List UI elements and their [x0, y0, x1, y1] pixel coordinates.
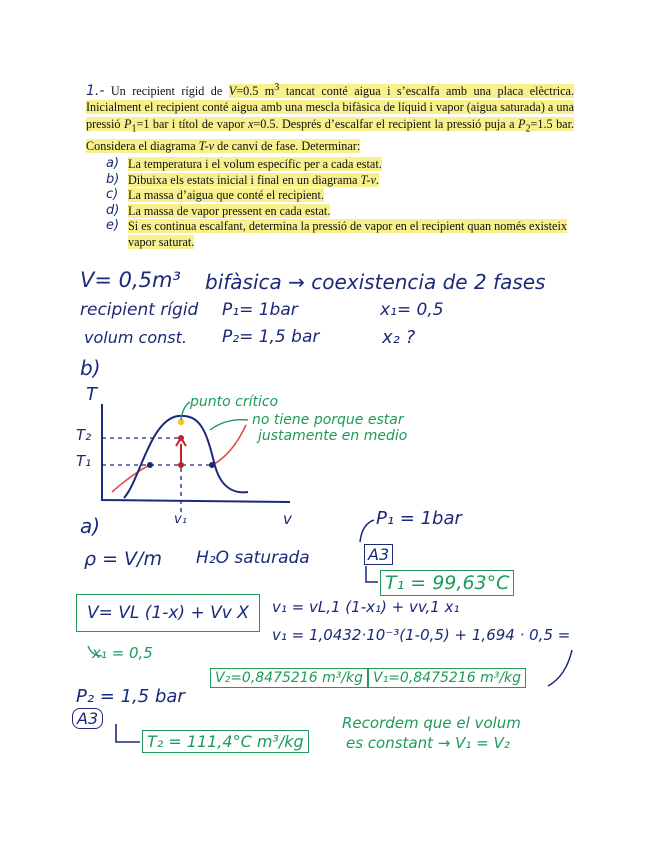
constant-note: es constant → V₁ = V₂ [346, 734, 510, 752]
note-x1: x₁= 0,5 [380, 300, 444, 320]
p1-pointer [360, 520, 374, 542]
note-bifasica: bifàsica → coexistencia de 2 fases [205, 270, 546, 294]
item-text: La temperatura i el volum específic per a cada estat. [128, 157, 382, 171]
p1-value: =1 bar i títol de vapor [136, 116, 248, 131]
punto-critico-note: punto crítico [190, 394, 279, 410]
p2-variable: P [518, 116, 526, 131]
item-text: Dibuixa els estats inicial i final en un diagrama [128, 172, 361, 187]
note-h2o: H₂O saturada [196, 548, 310, 568]
t1-hook-arrow [366, 566, 378, 582]
item-marker: c) [106, 187, 119, 203]
t2-hook-arrow [116, 724, 140, 742]
note-a-label: a) [80, 514, 101, 538]
state-point-left [147, 462, 153, 468]
volume-value: =0.5 m [236, 84, 275, 99]
a3-table-ref-second: A3 [72, 708, 103, 729]
v-formula: V= VL (1-x) + Vv X [76, 594, 260, 632]
problem-text-body: tancat conté aigua i s’escalfa amb una placa elèctrica. Inicialment el recipient conté aigua amb una mescla bifàsica de líquid i vapor (aigua saturada) a una pressió [86, 84, 574, 131]
item-marker: b) [106, 171, 120, 187]
x-value: =0.5. Després d’escalfar el recipient la pressió puja a [253, 116, 518, 131]
x-variable: x [247, 116, 254, 131]
saturation-dome [124, 416, 248, 498]
tv-diagram-term: T-v [198, 138, 215, 153]
note-rigid: recipient rígid [80, 300, 199, 320]
note-volum-const: volum const. [84, 328, 187, 347]
note-rho: ρ = V/m [84, 548, 162, 570]
item-emphasis: T-v [360, 172, 376, 187]
item-text: La massa d’aigua que conté el recipient. [128, 188, 324, 203]
isobar-right [212, 425, 246, 465]
no-tiene-note: no tiene porque estar [252, 412, 404, 428]
t1-label: T₁ [76, 452, 92, 470]
note-p1: P₁= 1bar [222, 300, 298, 320]
p1-subscript: 1 [131, 123, 137, 135]
note-p2: P₂= 1,5 bar [222, 327, 320, 347]
item-text-end: . [375, 172, 379, 187]
problem-number: 1.- [86, 83, 105, 100]
v1-numbers: v₁ = 1,0432·10⁻³(1-0,5) + 1,694 · 0,5 = [272, 626, 571, 644]
problem-text-tail: de canvi de fase. Determinar: [214, 138, 361, 153]
t2-label: T₂ [76, 426, 92, 444]
p1-variable: P [123, 116, 132, 131]
v1-curve-arrow [548, 650, 572, 686]
v1-formula: v₁ = vL,1 (1-x₁) + vv,1 x₁ [272, 598, 460, 616]
x1-again: x₁ = 0,5 [92, 644, 153, 662]
note-p2-bar: P₂ = 1,5 bar [76, 686, 185, 707]
v1-label: v₁ [174, 512, 187, 527]
justamente-note: justamente en medio [258, 428, 408, 444]
item-text: La massa de vapor pressent en cada estat. [128, 203, 331, 218]
note-x2: x₂ ? [382, 327, 416, 348]
v1-result: V₁=0,8475216 m³/kg [368, 668, 526, 688]
item-marker: e) [106, 218, 120, 234]
problem-text-intro: Un recipient rígid de [104, 84, 229, 99]
item-marker: d) [106, 202, 120, 218]
p2-value: =1.5 bar. Considera el diagrama [86, 116, 575, 153]
item-text: Si es continua escalfant, determina la pressió de vapor en el recipient quan només existeix vapor saturat. [128, 219, 567, 249]
t1-result: T₁ = 99,63°C [380, 570, 514, 596]
p2-subscript: 2 [525, 123, 531, 135]
axis-t-label: T [86, 384, 97, 405]
volume-exponent: 3 [274, 82, 280, 93]
note-b-label: b) [80, 356, 101, 380]
item-marker: a) [106, 156, 120, 171]
state-point-right [209, 462, 215, 468]
recordem-note: Recordem que el volum [342, 714, 521, 732]
v2-result: V₂=0,8475216 m³/kg [210, 668, 368, 688]
a3-table-ref: A3 [364, 544, 393, 565]
note-p1-bar: P₁ = 1bar [376, 508, 462, 529]
axis-v-label: v [283, 510, 292, 528]
t2-result: T₂ = 111,4°C m³/kg [142, 730, 309, 753]
middle-pointer [210, 420, 248, 430]
note-volume: V= 0,5m³ [80, 268, 181, 292]
volume-variable: V [228, 84, 237, 99]
